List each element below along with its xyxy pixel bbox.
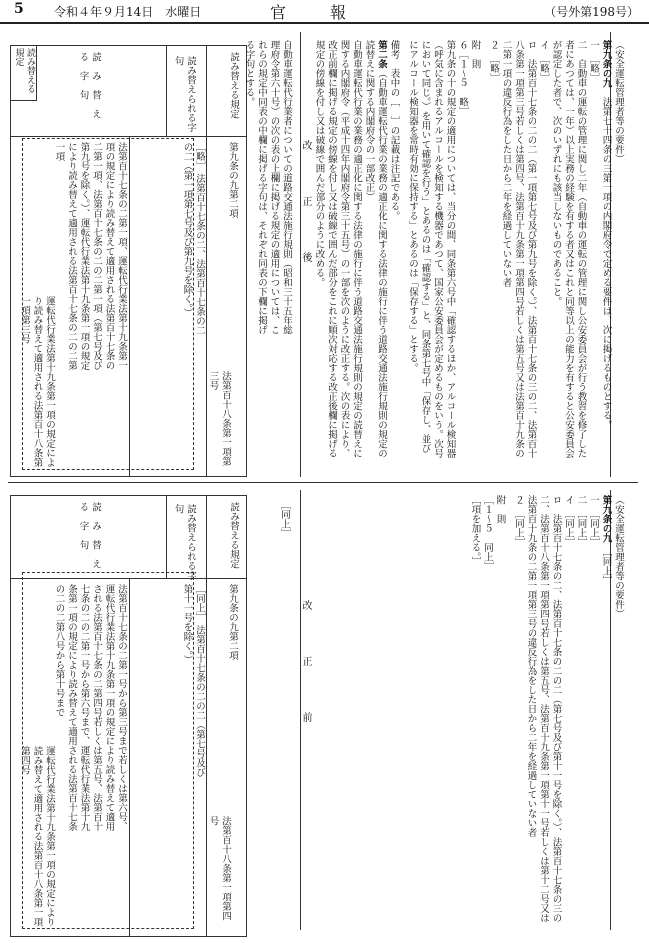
before-art-title: （安全運転管理者等の要件） bbox=[613, 495, 624, 619]
after-item-1: 一 ［略］ bbox=[588, 40, 599, 83]
before-r1-c3: 法第百十七条の二第一号から第三号まで若しくは第六号、運転代行業法第十九条第一項の規定により読み替えて適用される法第百十七条の二第四号若しくは第五号、法第百十七条の二の二第一号から第六号まで、運転代行業法第十九条第一項の規定により読み替えて適用される法第百十七条の二の二第八号から第十号まで bbox=[53, 584, 127, 831]
after-r2-c2: 法第百十八条第一項第三号 bbox=[207, 371, 231, 466]
before-label: 改 正 前 bbox=[300, 600, 311, 740]
after-th-c: 読 み 替 え る 字 句 bbox=[77, 52, 101, 128]
after-r2-c3: 運転代行業法第十九条第一項の規定により読み替えて適用される法第百十八条第一項第三号 bbox=[19, 296, 55, 467]
after-para-2: ２ ［略］ bbox=[488, 40, 499, 83]
before-para-extra: ［１～５ 同上］ ［項を加える。］ bbox=[469, 495, 493, 571]
before-th-a: 読み替える規定 bbox=[228, 502, 239, 569]
before-para-2: ２ ［同上］ bbox=[513, 495, 524, 548]
after-article bbox=[314, 40, 624, 460]
after-suppl-body: 第九条の十の規定の適用については、当分の間、同条第六号中「確認するほか、アルコール検知器（呼気に含まれるアルコールを検知する機器であつて、国家公安委員会が定めるものをいう。次号において同じ。）を用いて確認を行う」とあるのは「確認する」と、同条第七号中「保存し、並びにアルコール検知器を常時有効に保持する」とあるのは「保存する」とする。 bbox=[407, 40, 456, 458]
after-para-6: ６［１～５ 略］ bbox=[457, 40, 468, 116]
after-r1-c2: ［略］ 法第百十七条の二、法第百十七条の二の二（第一項第七号及び第九号を除く。） bbox=[181, 142, 205, 336]
page-number: 5 bbox=[14, 1, 24, 17]
before-item-ro: ロ 法第百十七条の二、法第百十七条の二の二（第七号及び第十一号を除く。）、法第百十七条の三の二、法第百十八条第一項第四号若しくは第五号、法第百十九条第一項第十一号若しくは第十二号又は法第百十九条の二第一項第三号の違反行為をした日から二年を経過していない者 bbox=[525, 495, 562, 923]
before-r2-c2: 法第百十八条第一項第四号 bbox=[207, 816, 231, 921]
before-article bbox=[314, 495, 624, 925]
after-lead: 自動車運転代行業者についての道路交通法施行規則（昭和三十五年総理府令第六十号）の次の表の上欄に掲げる規定の適用については、これらの規定中同表の中欄に掲げる字句は、それぞれ同表の下欄に掲げる字句とする。 bbox=[243, 40, 292, 335]
before-r1-c2: ［同上］ 法第百十七条の二の二（第七号及び第十一号を除く。） bbox=[181, 584, 205, 778]
gazette-title: 官 報 bbox=[270, 3, 361, 22]
before-lead: ［同上］ bbox=[279, 500, 290, 538]
art2-head: 第二条 bbox=[376, 40, 387, 69]
issue-number: （号外第198号） bbox=[544, 5, 639, 19]
after-r1-c1: 第九条の九第二項 bbox=[227, 142, 238, 218]
after-label: 改 正 後 bbox=[300, 140, 311, 280]
after-item-2: 二 自動車の運転の管理に関し二年（自動車の運転の管理に関し公安委員会が行う教習を修了した者にあつては、一年）以上実務の経験を有する者又はこれと同等以上の能力を有すると公安委員会が認定した者で、次のいずれにも該当しないものであること。 bbox=[550, 40, 587, 458]
after-suppl-label: 附 則 bbox=[469, 40, 481, 69]
after-art-body: 法第七十四条の三第一項の内閣府令で定める要件は、次に掲げるものとする。 bbox=[600, 97, 612, 430]
after-r1-c3: 法第百十七条の二第一項、運転代行業法第十九条第一項の規定により読み替えて適用される法第百十七条の二第一項、法第百十七条の二の二第一項（第七号及び第九号を除く。）、運転代行業法第十九条第一項の規定により読み替えて適用される法第百十七条の二の二第一項 bbox=[53, 142, 127, 370]
issue-date: 令和４年９月14日 水曜日 bbox=[54, 5, 202, 19]
before-art-head: 第九条の九 bbox=[600, 495, 612, 543]
before-table-box bbox=[10, 495, 247, 937]
after-th-b: 読み替えられる字句 bbox=[172, 56, 196, 132]
art2-title: （自動車運転代行業の業務の適正化に関する法律の施行に伴う道路交通法施行規則の規定の読替えに関する内閣府令の一部改正） bbox=[363, 40, 387, 458]
after-item-ro: ロ 法第百十七条の二の二（第一項第七号及び第九号を除く。）、法第百十七条の三の二、法第百十八条第一項第三号若しくは第四号、法第百十九条第一項第四号若しくは第五号又は法第百十九条の二第一項の違反行為をした日から二年を経過していない者 bbox=[500, 40, 537, 458]
before-item-2: 二 ［同上］ bbox=[575, 495, 587, 548]
before-suppl-label: 附 則 bbox=[494, 495, 506, 524]
after-th-a: 読み替える規定 bbox=[228, 52, 239, 119]
art2-body: 自動車運転代行業の業務の適正化に関する法律の施行に伴う道路交通法施行規則の規定の読替えに関する内閣府令（平成十四年内閣府令第三十五号）の一部を次のように改正する。次の表により、改正前欄に掲げる規定の傍線を付し又は破線で囲んだ部分をこれに順次対応する改正後欄に掲げる規定の傍線を付し又は破線で囲んだ部分のように改める。 bbox=[313, 40, 362, 458]
before-th-b: 読み替えられる字句 bbox=[172, 504, 196, 580]
after-table-box bbox=[10, 45, 247, 477]
before-item-1: 一 ［同上］ bbox=[588, 495, 599, 548]
before-art-body: ［同上］ bbox=[600, 552, 612, 586]
after-art-title: （安全運転管理者等の要件） bbox=[613, 40, 624, 164]
note: 備考 表中の［ ］の記載は注記である。 bbox=[388, 40, 400, 221]
before-item-i: イ ［同上］ bbox=[563, 495, 574, 548]
after-item-i: イ ［略］ bbox=[538, 40, 549, 83]
after-art-head: 第九条の九 bbox=[600, 40, 612, 88]
before-r2-c3: 運転代行業法第十九条第一項の規定により読み替えて適用される法第百十八条第一項第四号 bbox=[19, 746, 55, 927]
gazette-header bbox=[0, 0, 649, 24]
after-th-1: 読み替える規定 bbox=[13, 48, 35, 93]
before-r1-c1: 第九条の九第二項 bbox=[227, 584, 238, 660]
before-th-c: 読 み 替 え る 字 句 bbox=[77, 502, 101, 578]
